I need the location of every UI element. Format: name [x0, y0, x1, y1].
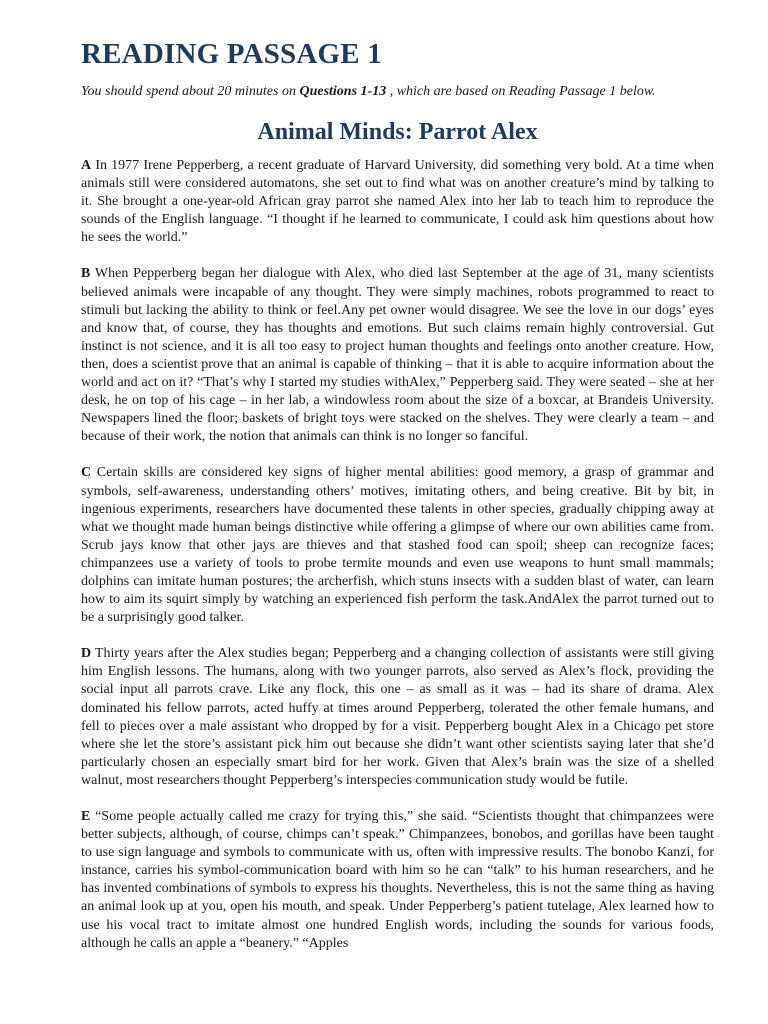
- paragraph-b: [81, 265, 714, 446]
- paragraph-text: Thirty years after the Alex studies began; Pepperberg and a changing collection of assistants were still giving him English lessons. The humans, along with two younger parrots, also served as Alex’s flock, providing the social input all parrots crave. Like any flock, this one – as small as it was – had its share of drama. Alex dominated his fellow parrots, acted huffy at times around Pepperberg, tolerated the other female humans, and fell to pieces over a male assistant who dropped by for a visit. Pepperberg bought Alex in a Chicago pet store where she let the store’s assistant pick him out because she didn’t want other scientists saying later that she’d particularly chosen an especially smart bird for her work. Given that Alex’s brain was the size of a shelled walnut, most researchers thought Pepperberg’s interspecies communication study would be futile.: [81, 646, 714, 788]
- passage-title: Animal Minds: Parrot Alex: [257, 119, 538, 145]
- paragraph-letter: A: [81, 158, 92, 173]
- reading-passage-page: [81, 34, 714, 953]
- paragraph-e: [81, 808, 714, 953]
- paragraph-a: [81, 157, 714, 247]
- paragraph-text: Certain skills are considered key signs of higher mental abilities: good memory, a grasp of grammar and symbols, self-awareness, understanding others’ motives, imitating others, and being creative. Bit by bit, in ingenious experiments, researchers have documented these talents in other species, gradually chipping away at what we thought made human beings distinctive while offering a glimpse of where our own abilities came from. Scrub jays know that other jays are thieves and that stashed food can spoil; sheep can recognize faces; chimpanzees use a variety of tools to probe termite mounds and even use weapons to hunt small mammals; dolphins can imitate human postures; the archerfish, which stuns insects with a sudden blast of water, can learn how to aim its squirt simply by watching an experienced fish perform the task.AndAlex the parrot turned out to be a surprisingly good talker.: [81, 465, 715, 626]
- instructions-text-start: You should spend about 20 minutes on: [81, 84, 300, 99]
- paragraph-letter: C: [81, 465, 92, 481]
- paragraph-letter: B: [81, 266, 91, 282]
- instructions: [81, 83, 714, 101]
- paragraph-text: When Pepperberg began her dialogue with Alex, who died last September at the age of 31, many scientists believed animals were incapable of any thought. They were simply machines, robots programmed to react to stimuli but lacking the ability to think or feel.Any pet owner would disagree. We see the love in our dogs’ eyes and know that, of course, they has thoughts and emotions. But such claims remain highly controversial. Gut instinct is not science, and it is all too easy to project human thoughts and feelings onto another creature. How, then, does a scientist prove that an animal is capable of thinking – that it is able to acquire information about the world and act on it? “That’s why I started my studies withAlex,” Pepperberg said. They were seated – she at her desk, he on top of his cage – in her lab, a windowless room about the size of a boxcar, at Brandeis University. Newspapers lined the floor; baskets of bright toys were stacked on the shelves. They were clearly a team – and because of their work, the notion that animals can think is no longer so fanciful.: [81, 266, 714, 445]
- paragraph-text: In 1977 Irene Pepperberg, a recent graduate of Harvard University, did something very bold. At a time when animals still were considered automatons, she set out to find what was on another creature’s mind by talking to it. She brought a one-year-old African gray parrot she named Alex into her lab to teach him to reproduce the sounds of the English language. “I thought if he learned to communicate, I could ask him questions about how he sees the world.”: [81, 158, 715, 246]
- instructions-text-end: , which are based on Reading Passage 1 below.: [386, 84, 656, 99]
- paragraph-c: [81, 464, 714, 627]
- paragraph-d: [81, 645, 714, 790]
- page-title: READING PASSAGE 1: [81, 38, 382, 70]
- paragraph-letter: D: [81, 646, 92, 662]
- paragraph-text: “Some people actually called me crazy for trying this,” she said. “Scientists thought that chimpanzees were better subjects, although, of course, chimps can’t speak.” Chimpanzees, bonobos, and gorillas have been taught to use sign language and symbols to communicate with us, often with impressive results. The bonobo Kanzi, for instance, carries his symbol-communication board with him so he can “talk” to his human researchers, and he has invented combinations of symbols to express his thoughts. Nevertheless, this is not the same thing as having an animal look up at you, open his mouth, and speak. Under Pepperberg’s patient tutelage, Alex learned how to use his vocal tract to imitate almost one hundred English words, including the sounds for various foods, although he calls an apple a “beanery.” “Apples: [81, 809, 715, 951]
- paragraph-letter: E: [81, 809, 91, 824]
- instructions-questions-range: Questions 1-13: [299, 84, 387, 99]
